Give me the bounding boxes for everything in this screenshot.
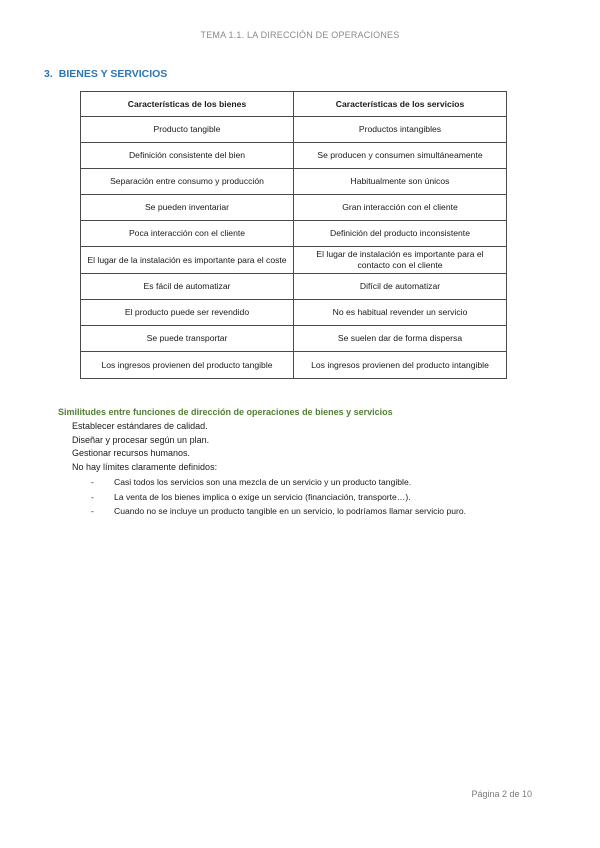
cell-bienes: Es fácil de automatizar [81, 274, 294, 300]
bullet-item [91, 475, 466, 490]
bullet-marker: - [91, 477, 94, 487]
list-item: Gestionar recursos humanos. [72, 448, 191, 458]
page-footer: Página 2 de 10 [471, 789, 532, 799]
cell-servicios: Se suelen dar de forma dispersa [294, 326, 507, 352]
cell-bienes: Definición consistente del bien [81, 143, 294, 169]
table-row [81, 300, 507, 326]
table-row [81, 169, 507, 195]
cell-servicios: Los ingresos provienen del producto intangible [294, 352, 507, 379]
cell-servicios: Productos intangibles [294, 117, 507, 143]
bullet-list [91, 475, 466, 519]
cell-bienes: Se pueden inventariar [81, 195, 294, 221]
table-row [81, 274, 507, 300]
cell-bienes: Producto tangible [81, 117, 294, 143]
table-row [81, 221, 507, 247]
bullet-marker: - [91, 491, 94, 502]
bullet-item [91, 490, 466, 505]
cell-bienes: Se puede transportar [81, 326, 294, 352]
table-header-row [81, 92, 507, 117]
cell-servicios: Definición del producto inconsistente [294, 221, 507, 247]
similitudes-list [72, 420, 217, 474]
section-number: 3. [44, 68, 53, 80]
cell-bienes: Separación entre consumo y producción [81, 169, 294, 195]
page-header: TEMA 1.1. LA DIRECCIÓN DE OPERACIONES [200, 30, 400, 40]
bullet-item [91, 504, 466, 519]
list-item: No hay límites claramente definidos: [72, 461, 218, 472]
bullet-text: Casi todos los servicios son una mezcla de un servicio y un producto tangible. [114, 477, 412, 487]
section-title-text: BIENES Y SERVICIOS [58, 68, 168, 80]
table-row [81, 352, 507, 379]
comparison-table [80, 91, 507, 379]
cell-servicios: No es habitual revender un servicio [294, 300, 507, 326]
similitudes-title: Similitudes entre funciones de dirección de operaciones de bienes y servicios [58, 407, 393, 417]
section-title [44, 68, 167, 80]
header-bienes: Características de los bienes [81, 92, 294, 117]
table-row [81, 117, 507, 143]
header-servicios: Características de los servicios [294, 92, 507, 117]
cell-bienes: Los ingresos provienen del producto tangible [81, 352, 294, 379]
bullet-marker: - [91, 506, 94, 516]
cell-servicios: Habitualmente son únicos [294, 169, 507, 195]
table-row [81, 326, 507, 352]
cell-bienes: El lugar de la instalación es importante para el coste [81, 247, 294, 274]
cell-servicios: El lugar de instalación es importante para el contacto con el cliente [294, 247, 507, 274]
bullet-text: Cuando no se incluye un producto tangible en un servicio, lo podríamos llamar servicio puro. [114, 506, 467, 516]
table-row [81, 143, 507, 169]
list-item: Diseñar y procesar según un plan. [72, 434, 210, 445]
cell-servicios: Gran interacción con el cliente [294, 195, 507, 221]
list-item: Establecer estándares de calidad. [72, 421, 208, 431]
cell-bienes: Poca interacción con el cliente [81, 221, 294, 247]
cell-servicios: Difícil de automatizar [294, 274, 507, 300]
table-row [81, 195, 507, 221]
cell-servicios: Se producen y consumen simultáneamente [294, 143, 507, 169]
cell-bienes: El producto puede ser revendido [81, 300, 294, 326]
table-row [81, 247, 507, 274]
bullet-text: La venta de los bienes implica o exige un servicio (financiación, transporte…). [114, 491, 411, 502]
